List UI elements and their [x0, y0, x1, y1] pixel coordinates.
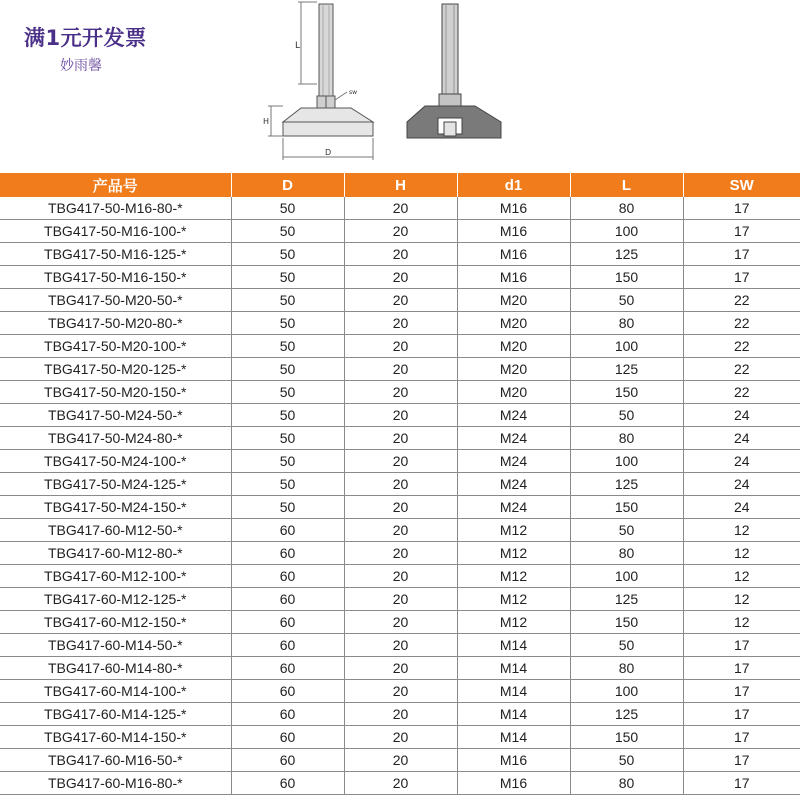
table-cell: 20 [344, 726, 457, 749]
table-cell: 20 [344, 243, 457, 266]
table-cell: M14 [457, 726, 570, 749]
table-cell: M20 [457, 335, 570, 358]
table-cell: 80 [570, 542, 683, 565]
table-row [0, 680, 800, 703]
table-cell: M20 [457, 358, 570, 381]
column-header-h: H [344, 173, 457, 197]
table-cell: TBG417-50-M24-80-* [0, 427, 231, 450]
table-cell: M24 [457, 427, 570, 450]
column-header-sw: SW [683, 173, 800, 197]
table-cell: TBG417-50-M16-100-* [0, 220, 231, 243]
table-cell: 17 [683, 703, 800, 726]
table-row [0, 565, 800, 588]
table-cell: 17 [683, 634, 800, 657]
table-cell: TBG417-50-M16-80-* [0, 197, 231, 220]
table-cell: 60 [231, 703, 344, 726]
table-cell: 50 [231, 450, 344, 473]
table-row [0, 358, 800, 381]
table-cell: 20 [344, 266, 457, 289]
table-cell: 24 [683, 496, 800, 519]
table-cell: TBG417-50-M16-150-* [0, 266, 231, 289]
table-cell: 150 [570, 381, 683, 404]
table-cell: 20 [344, 496, 457, 519]
table-cell: TBG417-50-M20-100-* [0, 335, 231, 358]
promo-banner [0, 0, 170, 90]
table-row [0, 703, 800, 726]
table-row [0, 220, 800, 243]
table-cell: TBG417-60-M14-150-* [0, 726, 231, 749]
table-cell: 100 [570, 565, 683, 588]
table-cell: 50 [231, 266, 344, 289]
table-cell: M24 [457, 496, 570, 519]
table-cell: 50 [570, 289, 683, 312]
table-cell: TBG417-60-M12-125-* [0, 588, 231, 611]
table-cell: M12 [457, 519, 570, 542]
table-cell: 17 [683, 220, 800, 243]
table-cell: 50 [231, 220, 344, 243]
table-cell: 20 [344, 519, 457, 542]
table-cell: 60 [231, 588, 344, 611]
table-cell: M16 [457, 266, 570, 289]
table-cell: M12 [457, 611, 570, 634]
table-cell: 20 [344, 634, 457, 657]
table-cell: TBG417-60-M12-50-* [0, 519, 231, 542]
table-cell: 20 [344, 703, 457, 726]
table-cell: 12 [683, 588, 800, 611]
column-header-d: D [231, 173, 344, 197]
table-cell: 20 [344, 473, 457, 496]
table-cell: 60 [231, 565, 344, 588]
table-cell: 20 [344, 381, 457, 404]
table-cell: 20 [344, 197, 457, 220]
table-cell: 12 [683, 542, 800, 565]
table-cell: 100 [570, 680, 683, 703]
table-cell: 50 [231, 335, 344, 358]
table-cell: 50 [231, 381, 344, 404]
table-cell: TBG417-50-M20-80-* [0, 312, 231, 335]
table-cell: 150 [570, 726, 683, 749]
table-header-row [0, 173, 800, 197]
table-cell: 50 [231, 496, 344, 519]
table-cell: 125 [570, 703, 683, 726]
table-row [0, 496, 800, 519]
table-row [0, 381, 800, 404]
column-header-product: 产品号 [0, 173, 231, 197]
table-cell: 60 [231, 772, 344, 795]
table-cell: 150 [570, 611, 683, 634]
table-cell: TBG417-60-M16-80-* [0, 772, 231, 795]
table-cell: TBG417-50-M24-50-* [0, 404, 231, 427]
table-cell: 20 [344, 611, 457, 634]
label-length: L [295, 41, 301, 51]
table-cell: 50 [231, 404, 344, 427]
table-cell: 17 [683, 243, 800, 266]
table-cell: 20 [344, 289, 457, 312]
table-cell: 12 [683, 519, 800, 542]
table-cell: 17 [683, 680, 800, 703]
table-cell: 125 [570, 588, 683, 611]
table-cell: 125 [570, 473, 683, 496]
table-cell: 20 [344, 335, 457, 358]
table-cell: 80 [570, 312, 683, 335]
table-cell: 60 [231, 519, 344, 542]
table-cell: 20 [344, 680, 457, 703]
table-cell: 12 [683, 611, 800, 634]
table-row [0, 634, 800, 657]
table-cell: 100 [570, 220, 683, 243]
column-header-l: L [570, 173, 683, 197]
table-cell: 22 [683, 381, 800, 404]
table-cell: 20 [344, 657, 457, 680]
table-cell: TBG417-60-M14-100-* [0, 680, 231, 703]
section-view [407, 4, 501, 138]
label-wrench: sw [349, 89, 358, 96]
table-cell: 60 [231, 726, 344, 749]
side-view [268, 2, 373, 160]
table-cell: 80 [570, 657, 683, 680]
table-cell: M16 [457, 197, 570, 220]
label-height: H [263, 117, 270, 126]
table-cell: 20 [344, 404, 457, 427]
table-cell: M14 [457, 657, 570, 680]
table-cell: 24 [683, 427, 800, 450]
table-cell: 50 [231, 197, 344, 220]
table-cell: 50 [570, 519, 683, 542]
table-cell: 50 [231, 243, 344, 266]
table-cell: 100 [570, 450, 683, 473]
table-cell: 100 [570, 335, 683, 358]
table-row [0, 588, 800, 611]
table-row [0, 772, 800, 795]
table-row [0, 749, 800, 772]
table-cell: 20 [344, 312, 457, 335]
table-row [0, 657, 800, 680]
table-row [0, 726, 800, 749]
table-cell: 125 [570, 358, 683, 381]
table-cell: TBG417-60-M12-150-* [0, 611, 231, 634]
table-cell: M16 [457, 749, 570, 772]
table-cell: TBG417-50-M20-50-* [0, 289, 231, 312]
table-cell: 17 [683, 657, 800, 680]
table-cell: M14 [457, 634, 570, 657]
table-cell: 60 [231, 611, 344, 634]
table-cell: M24 [457, 473, 570, 496]
table-cell: 50 [570, 749, 683, 772]
table-row [0, 197, 800, 220]
table-cell: 20 [344, 588, 457, 611]
table-cell: 150 [570, 496, 683, 519]
table-cell: 20 [344, 450, 457, 473]
table-cell: 80 [570, 197, 683, 220]
table-cell: M20 [457, 381, 570, 404]
table-cell: TBG417-50-M24-100-* [0, 450, 231, 473]
table-row [0, 243, 800, 266]
table-cell: 24 [683, 450, 800, 473]
table-cell: M12 [457, 542, 570, 565]
table-cell: 150 [570, 266, 683, 289]
table-row [0, 450, 800, 473]
table-row [0, 519, 800, 542]
table-cell: 50 [231, 473, 344, 496]
table-row [0, 335, 800, 358]
table-cell: 80 [570, 427, 683, 450]
table-cell: 24 [683, 404, 800, 427]
table-cell: M24 [457, 450, 570, 473]
table-cell: M16 [457, 220, 570, 243]
table-row [0, 289, 800, 312]
table-cell: 60 [231, 542, 344, 565]
table-cell: TBG417-50-M20-125-* [0, 358, 231, 381]
table-cell: M14 [457, 703, 570, 726]
table-cell: 80 [570, 772, 683, 795]
table-cell: 20 [344, 772, 457, 795]
table-cell: 50 [231, 427, 344, 450]
table-cell: TBG417-60-M14-125-* [0, 703, 231, 726]
technical-drawing [255, 0, 535, 168]
table-cell: 20 [344, 220, 457, 243]
table-row [0, 404, 800, 427]
table-cell: 17 [683, 772, 800, 795]
table-cell: M14 [457, 680, 570, 703]
table-cell: 60 [231, 634, 344, 657]
table-cell: 22 [683, 312, 800, 335]
table-cell: 50 [231, 312, 344, 335]
table-cell: 22 [683, 358, 800, 381]
table-row [0, 266, 800, 289]
table-cell: 50 [231, 358, 344, 381]
table-cell: 20 [344, 542, 457, 565]
table-row [0, 611, 800, 634]
table-cell: TBG417-60-M14-80-* [0, 657, 231, 680]
table-row [0, 312, 800, 335]
table-body [0, 197, 800, 795]
table-cell: 50 [570, 404, 683, 427]
column-header-d1: d1 [457, 173, 570, 197]
table-cell: TBG417-50-M24-125-* [0, 473, 231, 496]
table-cell: 22 [683, 335, 800, 358]
table-cell: 20 [344, 427, 457, 450]
table-cell: M12 [457, 588, 570, 611]
table-cell: 17 [683, 266, 800, 289]
table-row [0, 473, 800, 496]
table-cell: 60 [231, 657, 344, 680]
table-cell: 20 [344, 565, 457, 588]
spec-table [0, 173, 800, 795]
table-cell: 22 [683, 289, 800, 312]
table-cell: 17 [683, 726, 800, 749]
table-cell: 50 [231, 289, 344, 312]
promo-subtitle: 妙雨馨 [60, 58, 102, 74]
table-cell: 17 [683, 749, 800, 772]
table-row [0, 542, 800, 565]
table-cell: TBG417-60-M12-80-* [0, 542, 231, 565]
table-cell: 12 [683, 565, 800, 588]
promo-title: 满1元开发票 [24, 26, 147, 50]
table-cell: TBG417-50-M16-125-* [0, 243, 231, 266]
table-cell: M16 [457, 243, 570, 266]
table-cell: TBG417-50-M20-150-* [0, 381, 231, 404]
table-cell: M20 [457, 312, 570, 335]
table-cell: 60 [231, 749, 344, 772]
table-cell: TBG417-60-M12-100-* [0, 565, 231, 588]
table-cell: M20 [457, 289, 570, 312]
table-cell: 20 [344, 749, 457, 772]
table-cell: M16 [457, 772, 570, 795]
table-cell: TBG417-50-M24-150-* [0, 496, 231, 519]
table-row [0, 427, 800, 450]
table-cell: 60 [231, 680, 344, 703]
table-cell: 50 [570, 634, 683, 657]
table-cell: TBG417-60-M14-50-* [0, 634, 231, 657]
label-diameter: D [325, 148, 332, 157]
table-cell: TBG417-60-M16-50-* [0, 749, 231, 772]
table-cell: M12 [457, 565, 570, 588]
table-cell: M24 [457, 404, 570, 427]
table-cell: 24 [683, 473, 800, 496]
table-cell: 20 [344, 358, 457, 381]
table-cell: 125 [570, 243, 683, 266]
table-cell: 17 [683, 197, 800, 220]
